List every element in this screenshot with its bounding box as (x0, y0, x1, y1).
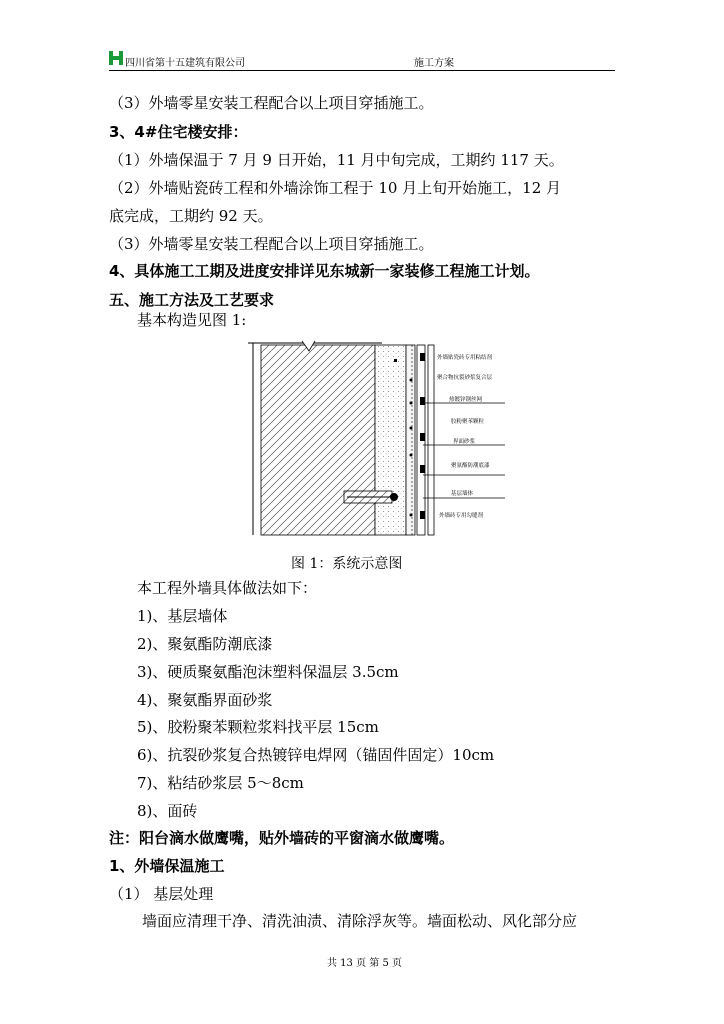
fig-label-7: 基层墙体 (451, 491, 474, 497)
step-5: 5)、胶粉聚苯颗粒浆料找平层 15cm (137, 718, 379, 736)
step-4: 4)、聚氨酯界面砂浆 (137, 691, 273, 709)
heading-schedule: 4、具体施工工期及进度安排详见东城新一家装修工程施工计划。 (109, 262, 540, 280)
company-logo (109, 51, 123, 65)
fig-label-1: 外墙贴瓷砖专用粘结剂 (437, 355, 493, 361)
fig-label-3: 热镀锌钢丝网 (449, 397, 483, 403)
line-6: （3）外墙零星安装工程配合以上项目穿插施工。 (109, 235, 434, 253)
step-3: 3)、硬质聚氨酯泡沫塑料保温层 3.5cm (137, 663, 399, 681)
fig-label-2: 聚合物抗裂砂浆复合层 (437, 375, 493, 381)
section-1-body: 墙面应清理干净、清洗油渍、清除浮灰等。墙面松动、风化部分应 (142, 912, 578, 930)
heading-building-4: 3、4#住宅楼安排： (109, 123, 248, 141)
step-1: 1)、基层墙体 (137, 607, 228, 625)
method-intro: 本工程外墙具体做法如下： (137, 579, 318, 597)
section-1-sub: （1） 基层处理 (109, 885, 214, 903)
page-footer: 共 13 页 第 5 页 (327, 958, 402, 969)
header-rule (109, 70, 615, 71)
header-doc-type: 施工方案 (414, 58, 454, 69)
step-6: 6)、抗裂砂浆复合热镀锌电焊网（锚固件固定）10cm (137, 746, 495, 764)
fig-label-4: 胶粉聚苯颗粒 (451, 419, 485, 425)
section-1-title: 1、外墙保温施工 (109, 857, 225, 875)
line-3: （1）外墙保温于 7 月 9 日开始，11 月中旬完成，工期约 117 天。 (109, 151, 564, 169)
line-4: （2）外墙贴瓷砖工程和外墙涂饰工程于 10 月上旬开始施工，12 月 (109, 179, 562, 197)
note: 注：阳台滴水做鹰嘴，贴外墙砖的平窗滴水做鹰嘴。 (109, 829, 455, 847)
base-wall (261, 345, 375, 535)
line-1: （3）外墙零星安装工程配合以上项目穿插施工。 (109, 94, 434, 112)
insulation-layer (375, 345, 406, 535)
step-2: 2)、聚氨酯防潮底漆 (137, 635, 273, 653)
step-7: 7)、粘结砂浆层 5～8cm (137, 774, 304, 792)
fig-label-5: 界面砂浆 (453, 439, 476, 445)
step-8: 8)、面砖 (137, 802, 198, 820)
fig-label-8: 外墙砖专用勾缝剂 (439, 513, 484, 519)
figure-intro: 基本构造见图 1: (137, 311, 247, 329)
system-diagram (247, 335, 509, 541)
fig-label-6: 聚氨酯防潮底漆 (451, 463, 490, 469)
heading-section-5: 五、施工方法及工艺要求 (109, 291, 275, 309)
header-company: 四川省第十五建筑有限公司 (125, 58, 245, 69)
line-5: 底完成，工期约 92 天。 (109, 207, 273, 225)
figure-caption: 图 1：系统示意图 (291, 556, 403, 572)
